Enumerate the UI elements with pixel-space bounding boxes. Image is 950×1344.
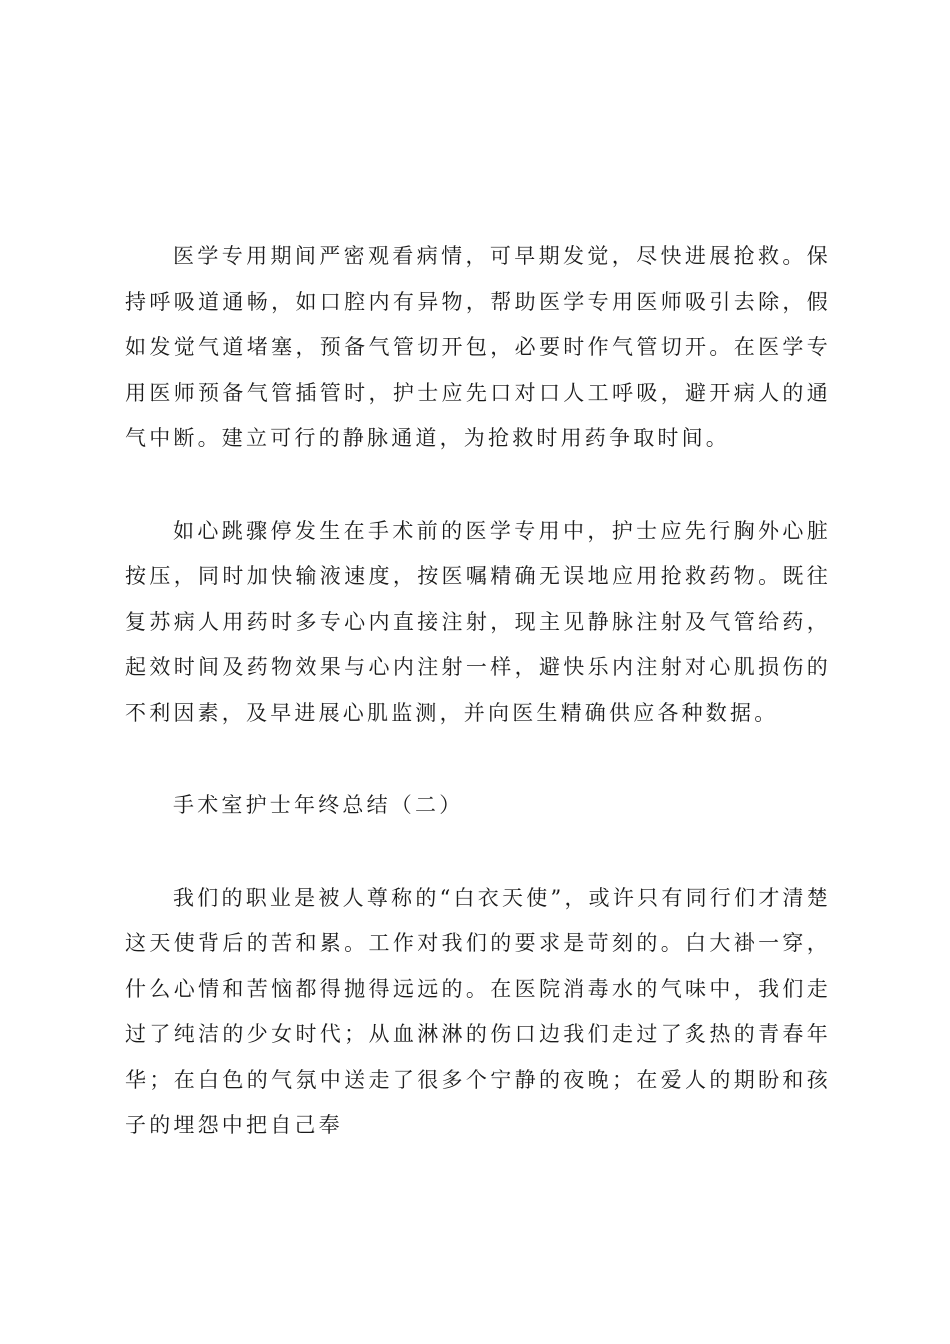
document-body [125,234,831,1149]
section-heading: 手术室护士年终总结（二） [173,793,464,817]
paragraph-observation: 医学专用期间严密观看病情，可早期发觉，尽快进展抢救。保持呼吸道通畅，如口腔内有异物，帮助医学专用医师吸引去除，假如发觉气道堵塞，预备气管切开包，必要时作气管切开。在医学专用医师预备气管插管时，护士应先口对口人工呼吸，避开病人的通气中断。建立可行的静脉通道，为抢救时用药争取时间。 [125,244,831,450]
paragraph-cardiac-arrest: 如心跳骤停发生在手术前的医学专用中，护士应先行胸外心脏按压，同时加快输液速度，按医嘱精确无误地应用抢救药物。既往复苏病人用药时多专心内直接注射，现主见静脉注射及气管给药，起效时间及药物效果与心内注射一样，避快乐内注射对心肌损伤的不利因素，及早进展心肌监测，并向医生精确供应各种数据。 [125,518,831,725]
paragraph-white-angel: 我们的职业是被人尊称的“白衣天使”，或许只有同行们才清楚这天使背后的苦和累。工作对我们的要求是苛刻的。白大褂一穿，什么心情和苦恼都得抛得远远的。在医院消毒水的气味中，我们走过了纯洁的少女时代；从血淋淋的伤口边我们走过了炙热的青春年华；在白色的气氛中送走了很多个宁静的夜晚；在爱人的期盼和孩子的埋怨中把自己奉 [125,885,831,1137]
